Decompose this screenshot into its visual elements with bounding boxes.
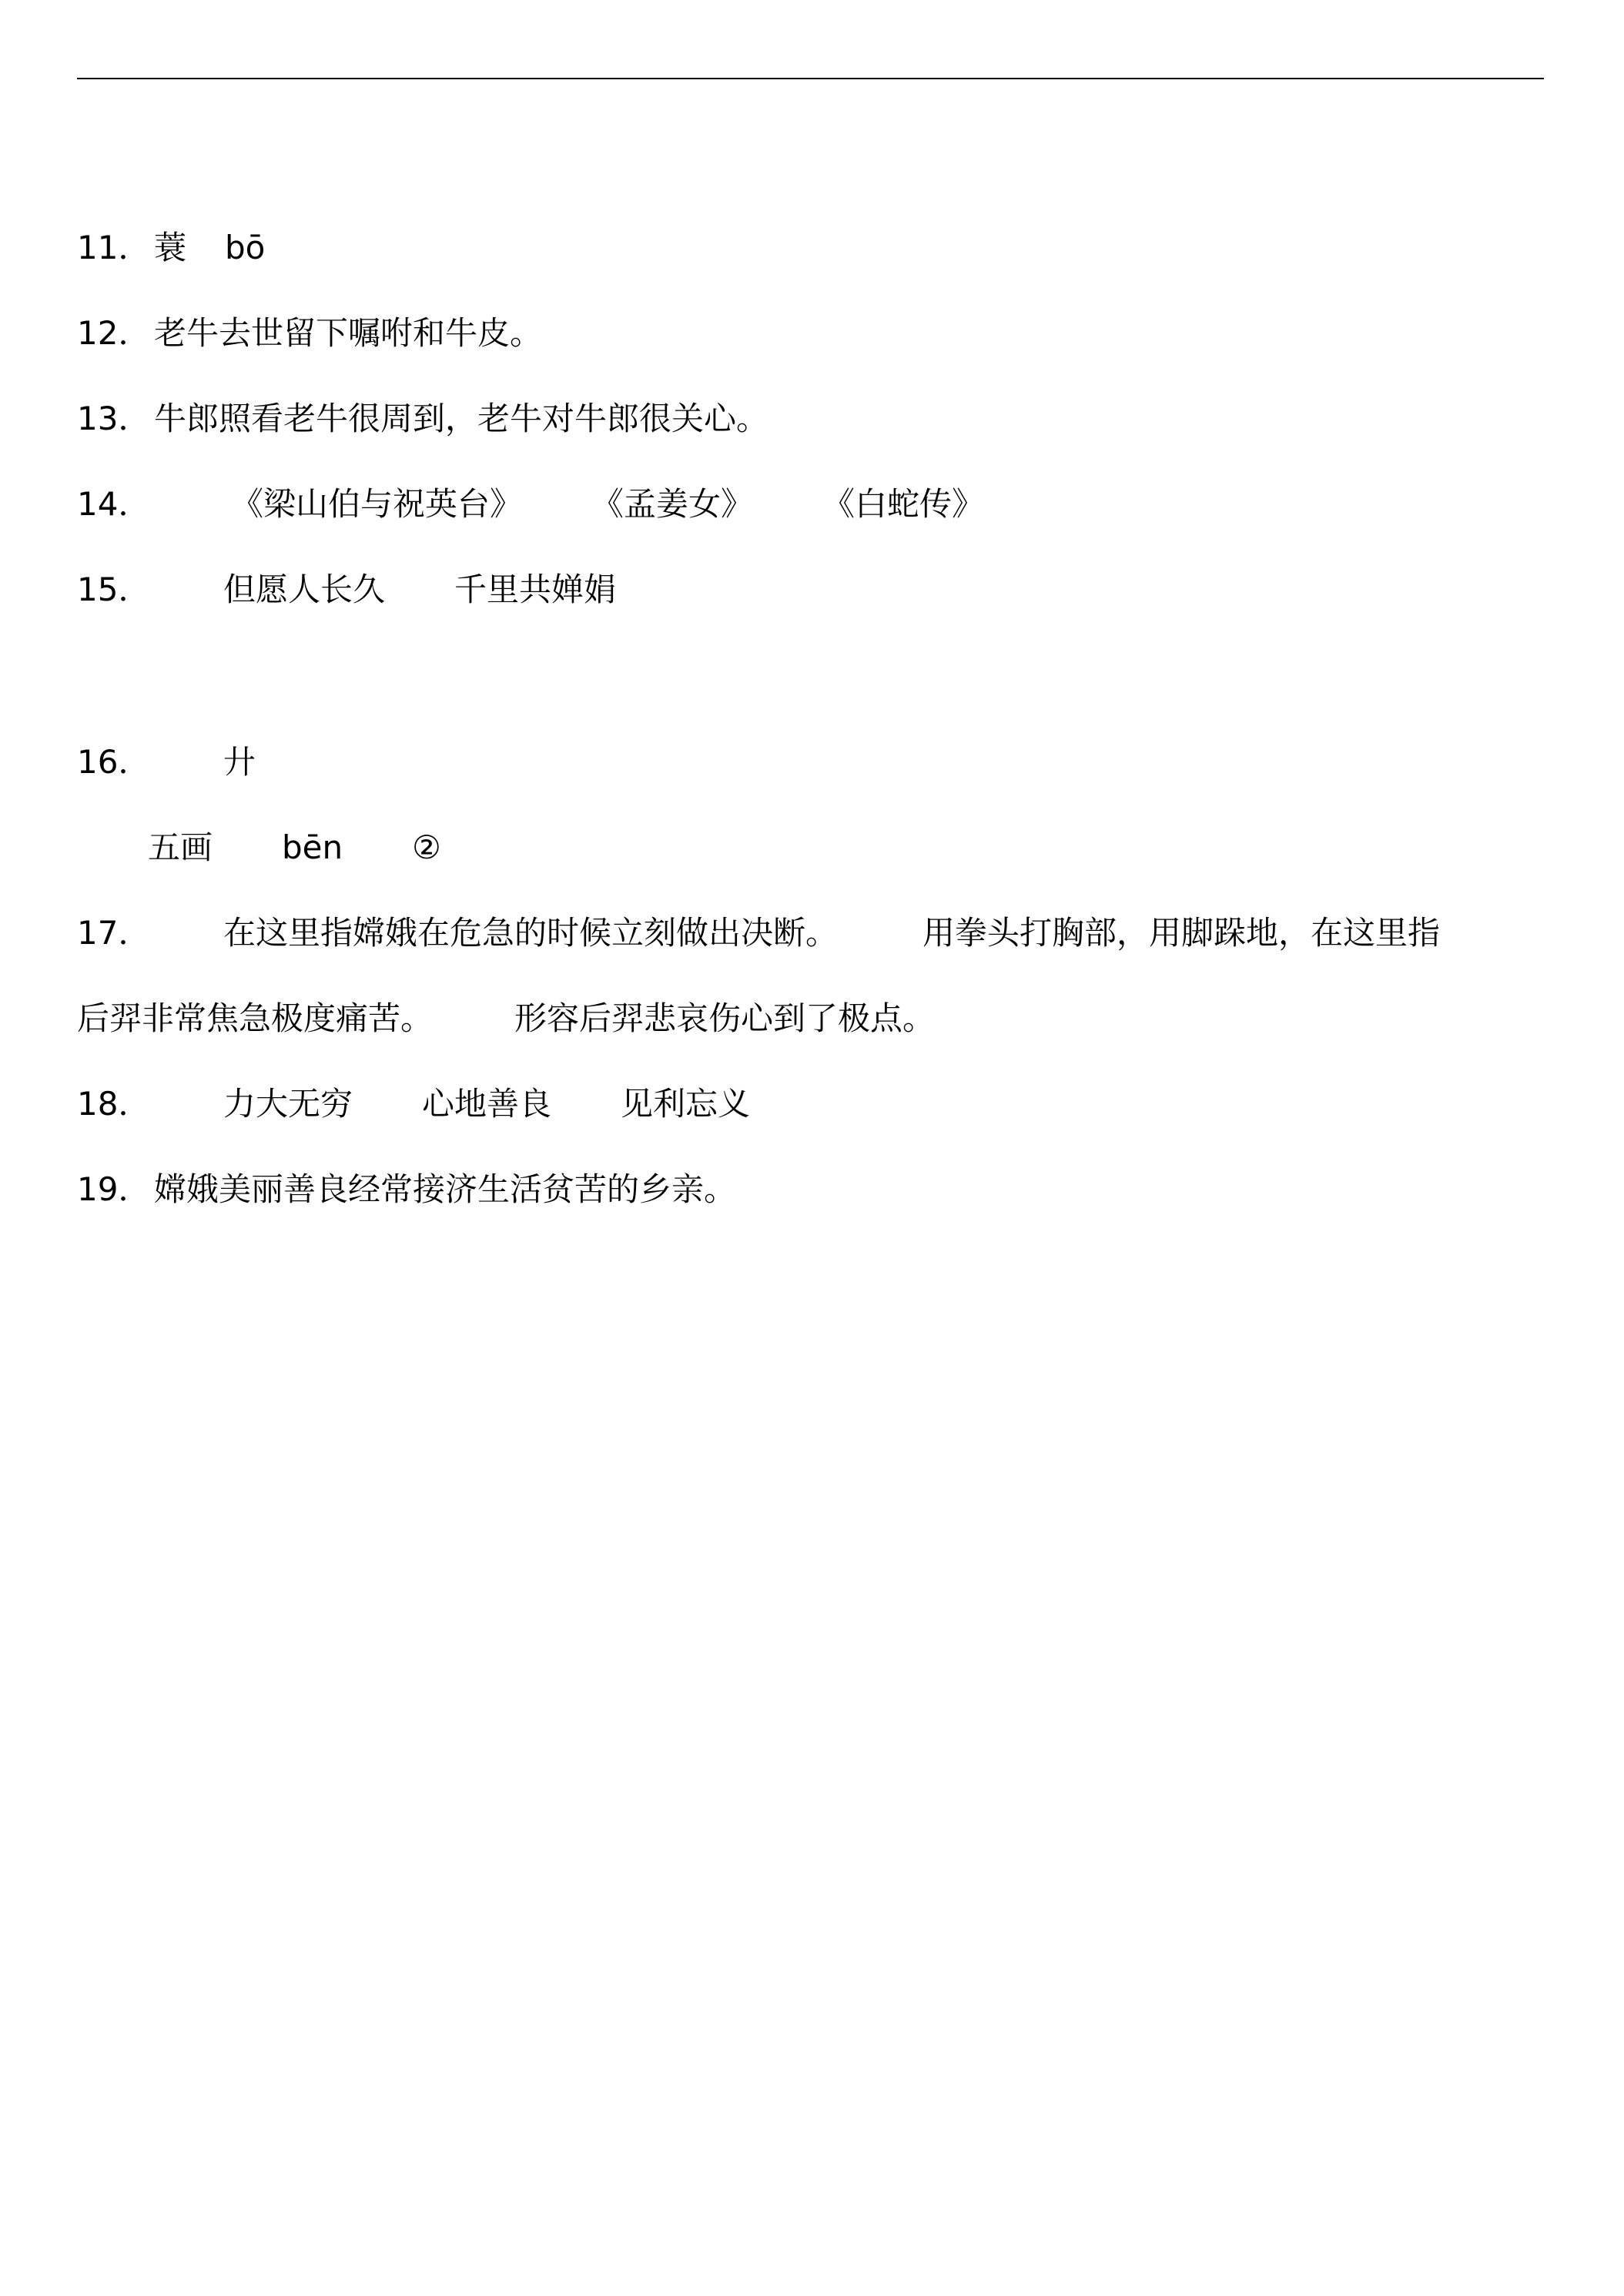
pinyin-text: bēn — [282, 828, 343, 866]
answer-13 — [77, 396, 768, 442]
answer-number: 12． — [77, 314, 151, 352]
answer-16-line-2 — [148, 825, 441, 871]
answer-number: 18． — [77, 1085, 151, 1123]
answer-item: 力大无穷 — [223, 1085, 353, 1123]
option-number: ② — [412, 828, 441, 866]
answer-11 — [77, 225, 265, 271]
answer-item: 千里共婵娟 — [454, 571, 617, 608]
answer-item: 形容后羿悲哀伤心到了极点。 — [514, 999, 936, 1037]
answer-text: 牛郎照看老牛很周到，老牛对牛郎很关心。 — [154, 400, 769, 437]
answer-19 — [77, 1166, 736, 1213]
answer-item: 但愿人长久 — [223, 571, 386, 608]
stroke-count-text: 五画 — [148, 828, 213, 866]
answer-number: 11． — [77, 229, 151, 266]
answer-item: 《孟姜女》 — [591, 485, 754, 523]
header-rule — [77, 78, 1544, 79]
answer-17 — [77, 910, 1440, 956]
answer-18 — [77, 1081, 750, 1127]
answer-text: 老牛去世留下嘱咐和牛皮。 — [154, 314, 543, 352]
answer-number: 15． — [77, 571, 151, 608]
pinyin-text: bō — [225, 229, 266, 266]
answer-number: 19． — [77, 1170, 151, 1208]
answer-item: 用拳头打胸部，用脚跺地，在这里指 — [922, 914, 1441, 952]
answer-item: 见利忘义 — [621, 1085, 751, 1123]
answer-15 — [77, 567, 616, 613]
answer-number: 14． — [77, 485, 151, 523]
answer-item: 《白蛇传》 — [822, 485, 985, 523]
answer-text: 蓑 — [154, 229, 187, 266]
answer-item: 在这里指嫦娥在危急的时候立刻做出决断。 — [223, 914, 839, 952]
answer-number: 16． — [77, 743, 151, 781]
answer-text: 廾 — [223, 743, 256, 781]
answer-16 — [77, 739, 256, 785]
answer-item: 《梁山伯与祝英台》 — [231, 485, 523, 523]
answer-item: 后羿非常焦急极度痛苦。 — [77, 999, 434, 1037]
answer-12 — [77, 310, 542, 356]
answer-17-line-2 — [77, 996, 935, 1042]
answer-number: 17． — [77, 914, 151, 952]
answer-text: 嫦娥美丽善良经常接济生活贫苦的乡亲。 — [154, 1170, 737, 1208]
answer-number: 13． — [77, 400, 151, 437]
answer-14 — [77, 481, 984, 527]
answer-item: 心地善良 — [422, 1085, 552, 1123]
